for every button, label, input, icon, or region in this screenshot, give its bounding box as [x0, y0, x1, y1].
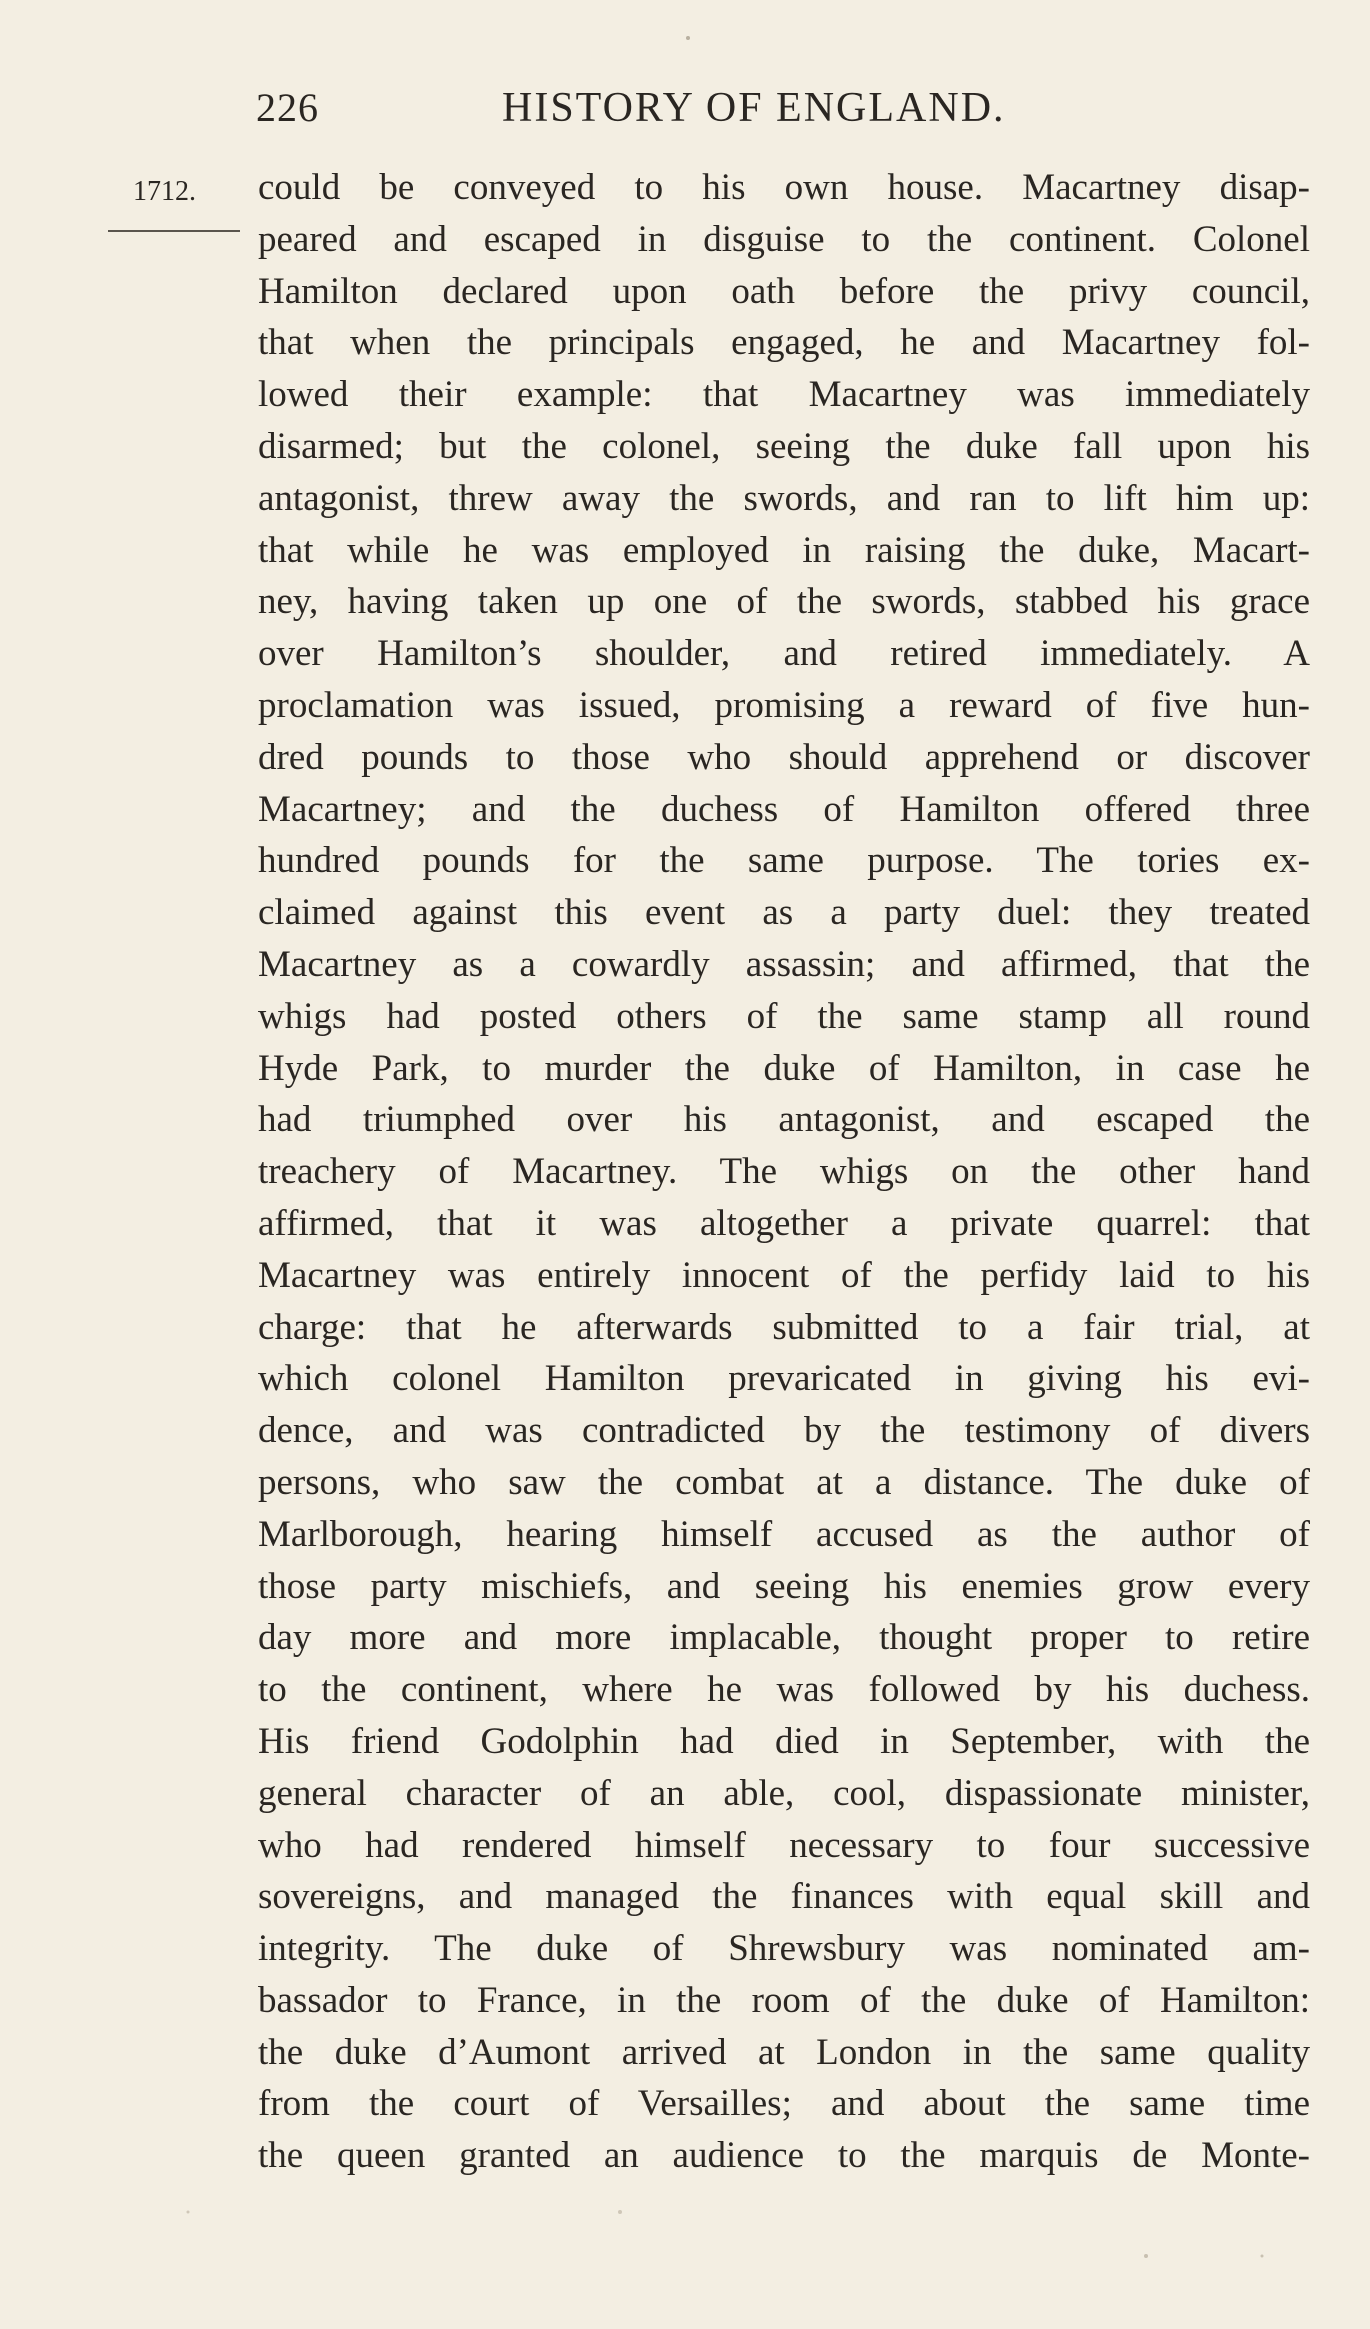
- text-line: had triumphed over his antagonist, and escaped the: [258, 1099, 1310, 1141]
- text-line: dred pounds to those who should apprehend or discover: [258, 736, 1310, 778]
- text-line: charge: that he afterwards submitted to a fair trial, at: [258, 1306, 1310, 1348]
- text-line: lowed their example: that Macartney was immediately: [258, 374, 1310, 416]
- text-line: Macartney; and the duchess of Hamilton offered three: [258, 788, 1310, 830]
- text-line: Hyde Park, to murder the duke of Hamilton, in case he: [258, 1047, 1310, 1089]
- text-line: that when the principals engaged, he and Macartney fol-: [258, 322, 1310, 364]
- text-line: to the continent, where he was followed by his duchess.: [258, 1669, 1310, 1711]
- text-line: treachery of Macartney. The whigs on the other hand: [258, 1151, 1310, 1193]
- text-line: Macartney as a cowardly assassin; and affirmed, that the: [258, 943, 1310, 985]
- text-line: dence, and was contradicted by the testimony of divers: [258, 1410, 1310, 1452]
- text-line: day more and more implacable, thought proper to retire: [258, 1617, 1310, 1659]
- text-line: Hamilton declared upon oath before the privy council,: [258, 270, 1310, 312]
- text-line: Marlborough, hearing himself accused as the author of: [258, 1513, 1310, 1555]
- running-head: [256, 84, 1090, 144]
- margin-rule: [108, 230, 240, 232]
- text-line: peared and escaped in disguise to the continent. Colonel: [258, 218, 1310, 260]
- text-line: general character of an able, cool, dispassionate minister,: [258, 1772, 1310, 1814]
- text-line: hundred pounds for the same purpose. The tories ex-: [258, 840, 1310, 882]
- text-line: who had rendered himself necessary to four successive: [258, 1824, 1310, 1866]
- body-text: [258, 162, 1310, 2182]
- margin-year: 1712.: [133, 176, 196, 207]
- text-line: could be conveyed to his own house. Macartney disap-: [258, 167, 1310, 208]
- text-line: proclamation was issued, promising a reward of five hun-: [258, 684, 1310, 726]
- text-line: those party mischiefs, and seeing his enemies grow every: [258, 1565, 1310, 1607]
- text-line: disarmed; but the colonel, seeing the duke fall upon his: [258, 425, 1310, 467]
- text-line: His friend Godolphin had died in September, with the: [258, 1720, 1310, 1762]
- text-line: integrity. The duke of Shrewsbury was nominated am-: [258, 1928, 1310, 1970]
- text-line: ney, having taken up one of the swords, stabbed his grace: [258, 581, 1310, 623]
- text-line: which colonel Hamilton prevaricated in giving his evi-: [258, 1358, 1310, 1400]
- text-line: Macartney was entirely innocent of the perfidy laid to his: [258, 1254, 1310, 1296]
- running-title: HISTORY OF ENGLAND.: [502, 85, 1006, 131]
- text-line: whigs had posted others of the same stamp all round: [258, 995, 1310, 1037]
- text-line: sovereigns, and managed the finances with equal skill and: [258, 1876, 1310, 1918]
- text-line: that while he was employed in raising the duke, Macart-: [258, 529, 1310, 571]
- text-line: over Hamilton’s shoulder, and retired immediately. A: [258, 633, 1310, 675]
- page-number: 226: [256, 85, 319, 130]
- text-line: claimed against this event as a party duel: they treated: [258, 892, 1310, 934]
- text-line: the queen granted an audience to the marquis de Monte-: [258, 2135, 1310, 2177]
- text-line: antagonist, threw away the swords, and ran to lift him up:: [258, 477, 1310, 519]
- text-line: bassador to France, in the room of the duke of Hamilton:: [258, 1979, 1310, 2021]
- text-line: affirmed, that it was altogether a private quarrel: that: [258, 1202, 1310, 1244]
- text-line: persons, who saw the combat at a distance. The duke of: [258, 1461, 1310, 1503]
- text-line: the duke d’Aumont arrived at London in the same quality: [258, 2031, 1310, 2073]
- text-line: from the court of Versailles; and about the same time: [258, 2083, 1310, 2125]
